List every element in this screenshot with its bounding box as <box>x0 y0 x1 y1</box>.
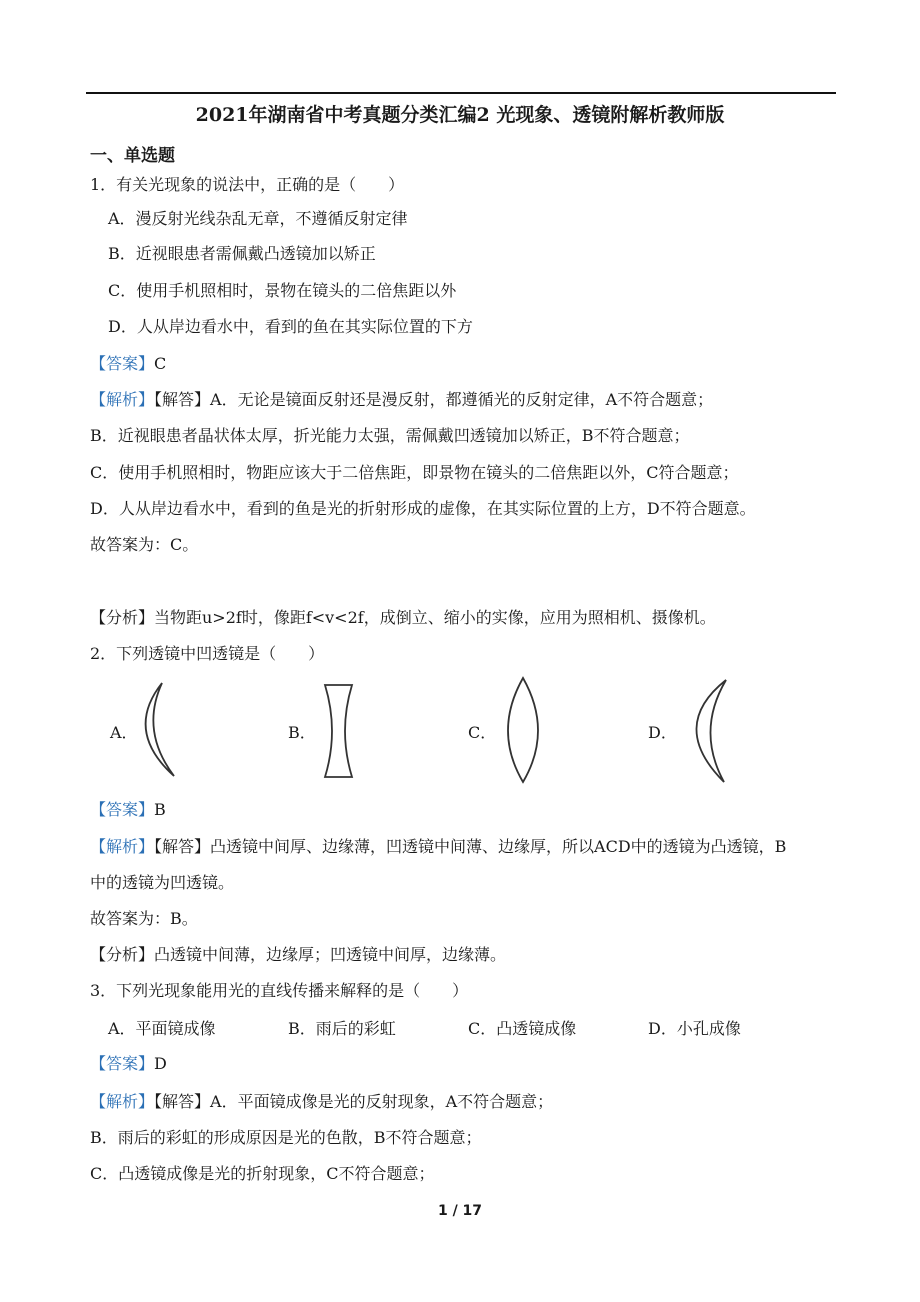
q2-analysis-line-1 <box>90 836 786 858</box>
q2-fenxi: 【分析】凸透镜中间薄，边缘厚；凹透镜中间厚，边缘薄。 <box>90 945 507 964</box>
q2-answer <box>90 799 166 821</box>
analysis-text: 【解答】A．平面镜成像是光的反射现象，A不符合题意； <box>154 1092 554 1111</box>
analysis-tag: 【解析】 <box>90 837 155 856</box>
q1-answer <box>90 353 166 375</box>
q1-option-c: C．使用手机照相时，景物在镜头的二倍焦距以外 <box>108 281 457 300</box>
page-number: 1 / 17 <box>437 1203 483 1219</box>
q1-conclusion: 故答案为：C。 <box>90 535 199 554</box>
lens-c-icon <box>495 676 555 786</box>
q1-analysis-line-4: D．人从岸边看水中，看到的鱼是光的折射形成的虚像，在其实际位置的上方，D不符合题意。 <box>90 499 756 518</box>
q3-option-b: B．雨后的彩虹 <box>288 1019 396 1038</box>
q2-conclusion: 故答案为：B。 <box>90 909 198 928</box>
lens-a-icon <box>130 681 190 781</box>
q1-option-d: D．人从岸边看水中，看到的鱼在其实际位置的下方 <box>108 317 473 336</box>
q1-analysis-line-3: C．使用手机照相时，物距应该大于二倍焦距，即景物在镜头的二倍焦距以外，C符合题意； <box>90 463 739 482</box>
q3-option-c: C．凸透镜成像 <box>468 1019 577 1038</box>
q2-stem: 2．下列透镜中凹透镜是（ ） <box>90 644 325 663</box>
lens-label-b: B． <box>288 723 316 742</box>
q1-analysis-line-1 <box>90 389 713 411</box>
analysis-tag: 【解析】 <box>90 390 155 409</box>
q3-answer <box>90 1053 167 1075</box>
lens-label-a: A． <box>110 723 138 742</box>
answer-tag: 【答案】 <box>90 1054 155 1073</box>
answer-value: C <box>154 354 167 373</box>
lens-label-c: C． <box>468 723 497 742</box>
q1-option-b: B．近视眼患者需佩戴凸透镜加以矫正 <box>108 244 376 263</box>
q1-stem: 1．有关光现象的说法中，正确的是（ ） <box>90 175 405 194</box>
analysis-text: 【解答】凸透镜中间厚、边缘薄，凹透镜中间薄、边缘厚，所以ACD中的透镜为凸透镜，B <box>154 837 787 856</box>
analysis-tag: 【解析】 <box>90 1092 155 1111</box>
document-title: 2021年湖南省中考真题分类汇编2 光现象、透镜附解析教师版 <box>195 104 725 126</box>
answer-tag: 【答案】 <box>90 800 155 819</box>
q3-option-a: A．平面镜成像 <box>108 1019 216 1038</box>
q1-option-a: A．漫反射光线杂乱无章，不遵循反射定律 <box>108 209 408 228</box>
answer-value: D <box>154 1054 167 1073</box>
q3-analysis-line-2: B．雨后的彩虹的形成原因是光的色散，B不符合题意； <box>90 1128 482 1147</box>
q3-analysis-line-1 <box>90 1091 553 1113</box>
header-rule <box>86 92 836 94</box>
q3-stem: 3．下列光现象能用光的直线传播来解释的是（ ） <box>90 981 469 1000</box>
analysis-text: 【解答】A．无论是镜面反射还是漫反射，都遵循光的反射定律，A不符合题意； <box>154 390 714 409</box>
lens-label-d: D． <box>648 723 677 742</box>
answer-tag: 【答案】 <box>90 354 155 373</box>
q3-option-d: D．小孔成像 <box>648 1019 741 1038</box>
section-heading: 一、单选题 <box>90 146 175 166</box>
q3-analysis-line-3: C．凸透镜成像是光的折射现象，C不符合题意； <box>90 1164 435 1183</box>
answer-value: B <box>154 800 166 819</box>
q1-analysis-line-2: B．近视眼患者晶状体太厚，折光能力太强，需佩戴凹透镜加以矫正，B不符合题意； <box>90 426 690 445</box>
lens-options <box>0 676 920 786</box>
q2-analysis-line-2: 中的透镜为凹透镜。 <box>90 873 235 892</box>
q1-fenxi: 【分析】当物距u>2f时，像距f<v<2f，成倒立、缩小的实像，应用为照相机、摄像机。 <box>90 608 716 627</box>
lens-b-icon <box>318 681 368 781</box>
lens-d-icon <box>676 676 736 786</box>
